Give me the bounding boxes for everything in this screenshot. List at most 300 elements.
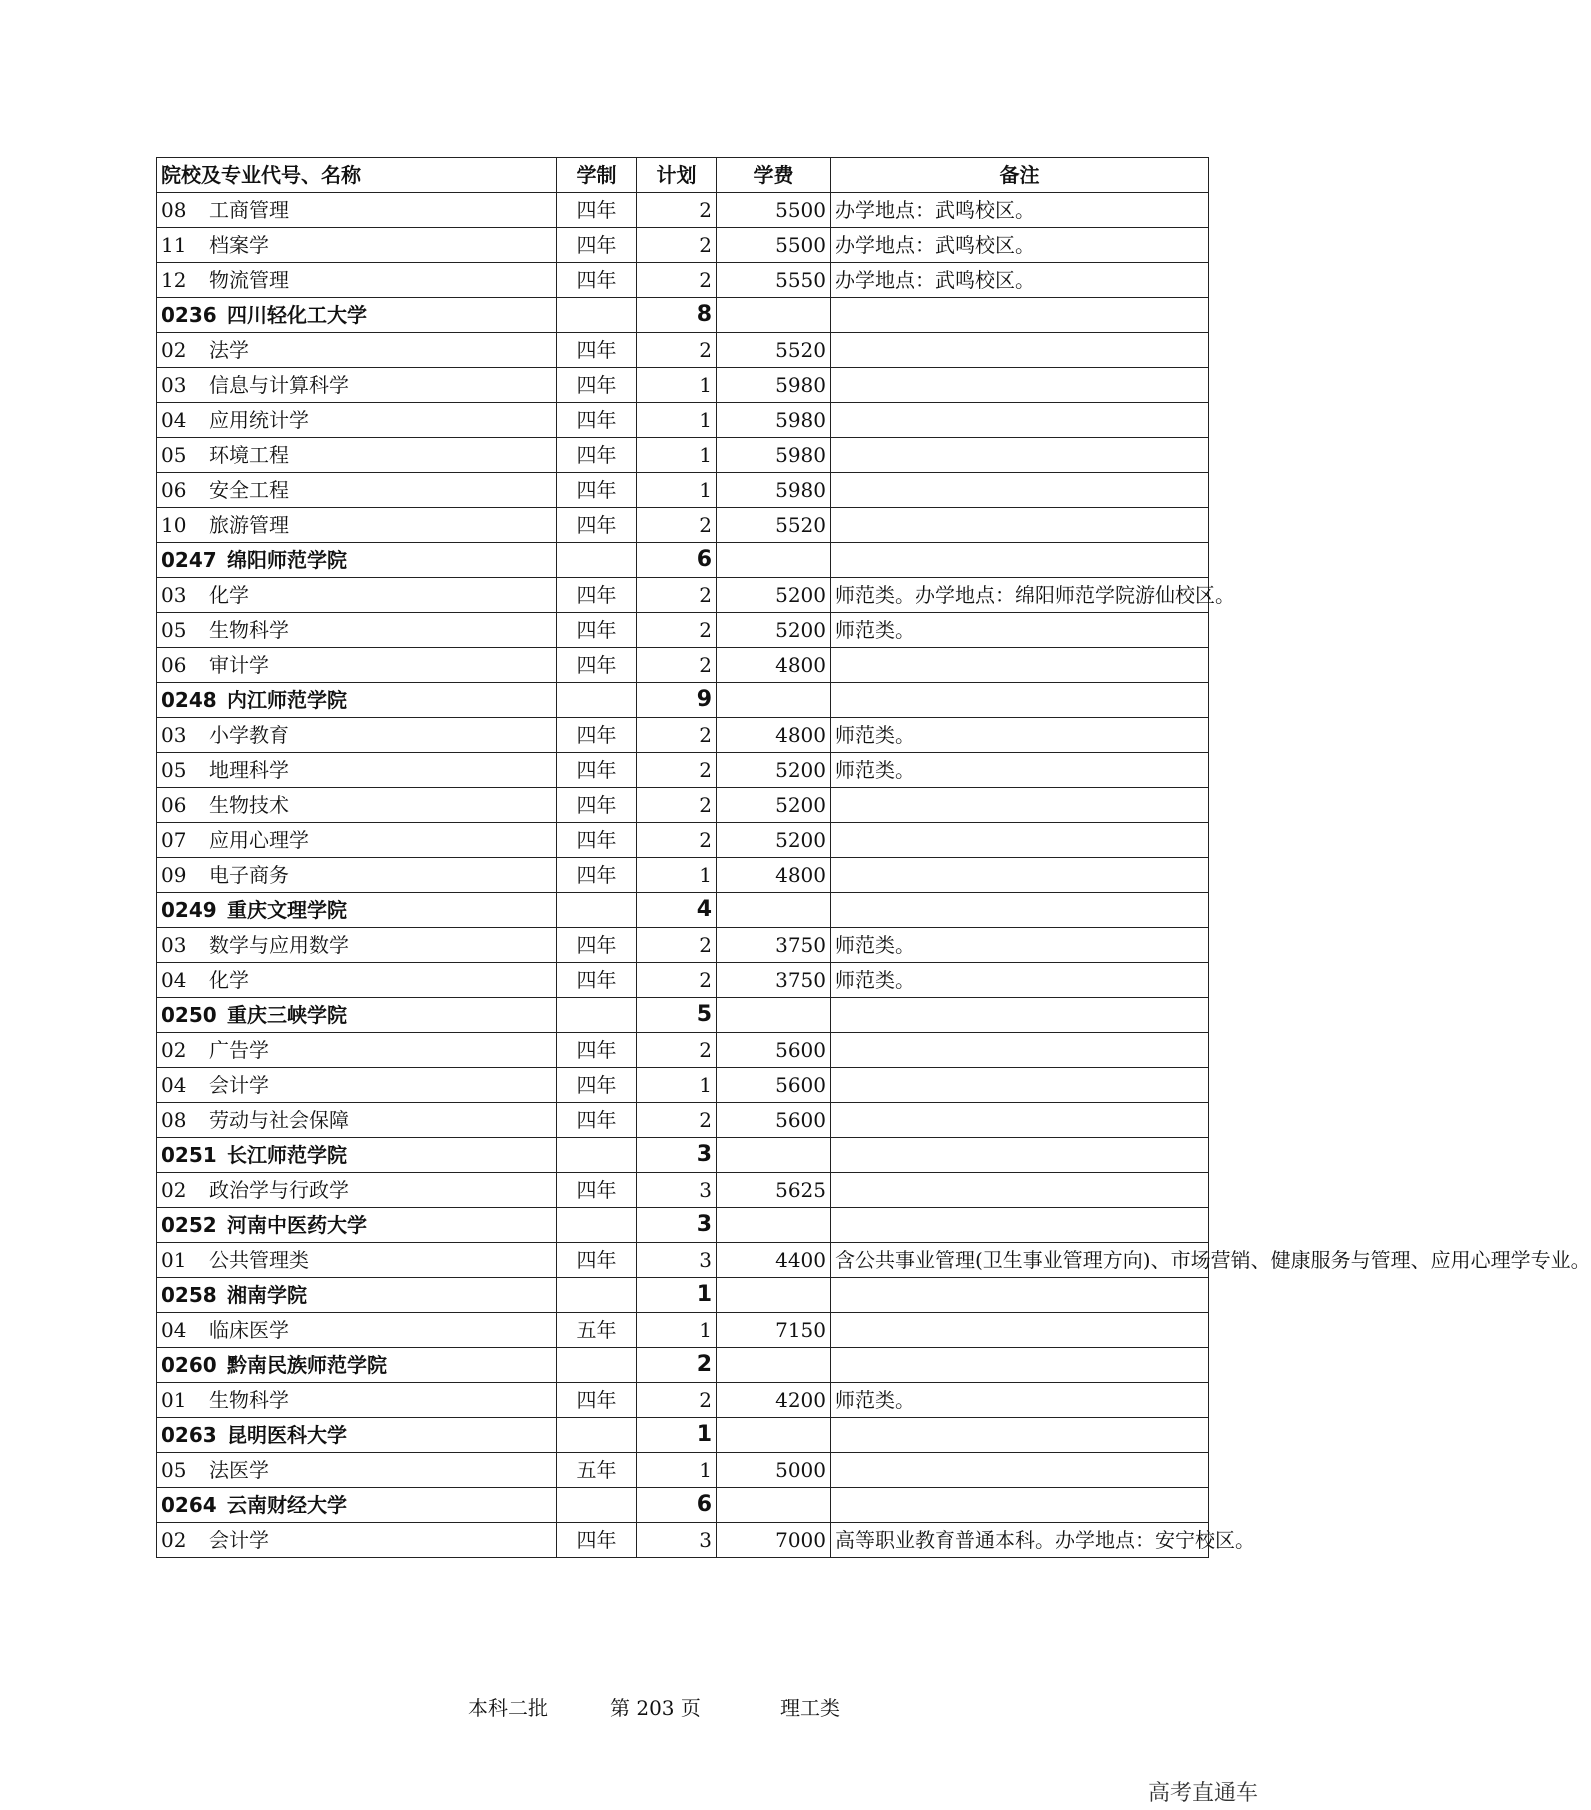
duration-cell: [557, 893, 637, 928]
plan-cell: 1: [637, 438, 717, 473]
school-name: 重庆三峡学院: [227, 1003, 347, 1027]
major-name: 档案学: [209, 233, 269, 257]
duration-cell: 四年: [557, 1068, 637, 1103]
plan-cell: 1: [637, 403, 717, 438]
fee-cell: 4400: [717, 1243, 831, 1278]
major-name: 会计学: [209, 1073, 269, 1097]
fee-cell: [717, 298, 831, 333]
school-name: 云南财经大学: [227, 1493, 347, 1517]
duration-cell: 五年: [557, 1453, 637, 1488]
major-code: 12: [161, 268, 187, 292]
name-cell: [157, 1243, 557, 1278]
major-code: 03: [161, 933, 187, 957]
fee-cell: 4800: [717, 858, 831, 893]
major-row: [157, 1523, 1209, 1558]
major-row: [157, 648, 1209, 683]
major-code: 05: [161, 758, 187, 782]
school-row: [157, 1348, 1209, 1383]
fee-cell: 5500: [717, 193, 831, 228]
major-code: 02: [161, 1178, 187, 1202]
duration-cell: 四年: [557, 403, 637, 438]
major-code: 03: [161, 583, 187, 607]
header-duration: 学制: [557, 158, 637, 193]
name-cell: [157, 298, 557, 333]
plan-cell: 2: [637, 1348, 717, 1383]
name-cell: [157, 438, 557, 473]
plan-cell: 2: [637, 613, 717, 648]
major-row: [157, 823, 1209, 858]
plan-cell: 2: [637, 193, 717, 228]
fee-cell: [717, 543, 831, 578]
major-row: [157, 193, 1209, 228]
major-row: [157, 718, 1209, 753]
plan-cell: 9: [637, 683, 717, 718]
name-cell: [157, 403, 557, 438]
note-cell: [831, 1348, 1209, 1383]
duration-cell: 四年: [557, 333, 637, 368]
school-name: 昆明医科大学: [227, 1423, 347, 1447]
major-name: 生物技术: [209, 793, 289, 817]
plan-cell: 3: [637, 1138, 717, 1173]
table-header-row: [157, 158, 1209, 193]
note-cell: 办学地点：武鸣校区。: [831, 228, 1209, 263]
duration-cell: 四年: [557, 263, 637, 298]
name-cell: [157, 1278, 557, 1313]
name-cell: [157, 1173, 557, 1208]
major-code: 02: [161, 1038, 187, 1062]
major-code: 05: [161, 1458, 187, 1482]
major-row: [157, 1453, 1209, 1488]
major-code: 06: [161, 653, 187, 677]
note-cell: [831, 403, 1209, 438]
plan-cell: 3: [637, 1208, 717, 1243]
plan-cell: 3: [637, 1173, 717, 1208]
plan-cell: 3: [637, 1243, 717, 1278]
duration-cell: 四年: [557, 858, 637, 893]
name-cell: [157, 648, 557, 683]
major-code: 01: [161, 1248, 187, 1272]
duration-cell: [557, 1488, 637, 1523]
school-row: [157, 1278, 1209, 1313]
duration-cell: 四年: [557, 578, 637, 613]
major-code: 03: [161, 373, 187, 397]
fee-cell: 3750: [717, 963, 831, 998]
major-row: [157, 1173, 1209, 1208]
plan-cell: 1: [637, 473, 717, 508]
fee-cell: 5200: [717, 613, 831, 648]
name-cell: [157, 753, 557, 788]
note-cell: 含公共事业管理(卫生事业管理方向)、市场营销、健康服务与管理、应用心理学专业。: [831, 1243, 1209, 1278]
note-cell: [831, 998, 1209, 1033]
plan-cell: 2: [637, 788, 717, 823]
major-name: 小学教育: [209, 723, 289, 747]
major-code: 05: [161, 443, 187, 467]
plan-cell: 8: [637, 298, 717, 333]
note-cell: [831, 823, 1209, 858]
plan-cell: 6: [637, 543, 717, 578]
duration-cell: 四年: [557, 438, 637, 473]
note-cell: [831, 648, 1209, 683]
major-row: [157, 753, 1209, 788]
duration-cell: 四年: [557, 613, 637, 648]
school-code: 0263: [161, 1423, 217, 1447]
duration-cell: 四年: [557, 1173, 637, 1208]
fee-cell: [717, 1488, 831, 1523]
plan-cell: 2: [637, 1033, 717, 1068]
name-cell: [157, 1068, 557, 1103]
major-row: [157, 788, 1209, 823]
major-code: 03: [161, 723, 187, 747]
major-row: [157, 508, 1209, 543]
fee-cell: [717, 683, 831, 718]
name-cell: [157, 963, 557, 998]
name-cell: [157, 858, 557, 893]
duration-cell: 四年: [557, 718, 637, 753]
plan-cell: 2: [637, 333, 717, 368]
note-cell: 师范类。: [831, 1383, 1209, 1418]
plan-cell: 2: [637, 718, 717, 753]
fee-cell: [717, 893, 831, 928]
major-name: 化学: [209, 968, 249, 992]
school-name: 湘南学院: [227, 1283, 307, 1307]
fee-cell: [717, 1208, 831, 1243]
plan-cell: 1: [637, 1418, 717, 1453]
school-row: [157, 1418, 1209, 1453]
note-cell: [831, 1033, 1209, 1068]
note-cell: [831, 368, 1209, 403]
major-code: 06: [161, 478, 187, 502]
major-row: [157, 438, 1209, 473]
major-code: 04: [161, 408, 187, 432]
school-name: 内江师范学院: [227, 688, 347, 712]
major-row: [157, 333, 1209, 368]
major-code: 10: [161, 513, 187, 537]
duration-cell: 四年: [557, 368, 637, 403]
note-cell: [831, 1103, 1209, 1138]
major-code: 09: [161, 863, 187, 887]
fee-cell: 5980: [717, 368, 831, 403]
name-cell: [157, 473, 557, 508]
school-code: 0236: [161, 303, 217, 327]
school-code: 0249: [161, 898, 217, 922]
note-cell: [831, 1068, 1209, 1103]
major-name: 信息与计算科学: [209, 373, 349, 397]
plan-cell: 2: [637, 1383, 717, 1418]
fee-cell: 5980: [717, 403, 831, 438]
school-code: 0251: [161, 1143, 217, 1167]
fee-cell: 5600: [717, 1103, 831, 1138]
major-code: 08: [161, 198, 187, 222]
fee-cell: 5520: [717, 333, 831, 368]
name-cell: [157, 1348, 557, 1383]
fee-cell: 4800: [717, 718, 831, 753]
major-name: 应用心理学: [209, 828, 309, 852]
major-name: 政治学与行政学: [209, 1178, 349, 1202]
plan-cell: 1: [637, 368, 717, 403]
name-cell: [157, 823, 557, 858]
major-name: 应用统计学: [209, 408, 309, 432]
header-name: 院校及专业代号、名称: [157, 158, 557, 193]
major-name: 公共管理类: [209, 1248, 309, 1272]
school-name: 重庆文理学院: [227, 898, 347, 922]
duration-cell: 四年: [557, 753, 637, 788]
page-footer: [0, 1692, 1280, 1722]
duration-cell: 四年: [557, 1243, 637, 1278]
major-code: 04: [161, 968, 187, 992]
school-code: 0252: [161, 1213, 217, 1237]
header-fee: 学费: [717, 158, 831, 193]
note-cell: [831, 788, 1209, 823]
duration-cell: [557, 1138, 637, 1173]
name-cell: [157, 193, 557, 228]
major-name: 广告学: [209, 1038, 269, 1062]
school-row: [157, 893, 1209, 928]
name-cell: [157, 928, 557, 963]
school-row: [157, 683, 1209, 718]
name-cell: [157, 1383, 557, 1418]
fee-cell: 5200: [717, 578, 831, 613]
header-plan: 计划: [637, 158, 717, 193]
school-name: 四川轻化工大学: [227, 303, 367, 327]
major-row: [157, 858, 1209, 893]
duration-cell: 四年: [557, 1103, 637, 1138]
note-cell: [831, 298, 1209, 333]
header-note: 备注: [831, 158, 1209, 193]
plan-cell: 2: [637, 928, 717, 963]
duration-cell: 四年: [557, 508, 637, 543]
note-cell: [831, 473, 1209, 508]
duration-cell: [557, 298, 637, 333]
fee-cell: [717, 1278, 831, 1313]
name-cell: [157, 1488, 557, 1523]
fee-cell: 5600: [717, 1068, 831, 1103]
fee-cell: 5520: [717, 508, 831, 543]
plan-cell: 2: [637, 228, 717, 263]
major-code: 07: [161, 828, 187, 852]
major-code: 02: [161, 1528, 187, 1552]
major-name: 法学: [209, 338, 249, 362]
note-cell: [831, 543, 1209, 578]
duration-cell: 四年: [557, 473, 637, 508]
note-cell: 办学地点：武鸣校区。: [831, 263, 1209, 298]
footer-page-number: 第 203 页: [610, 1696, 701, 1720]
major-name: 法医学: [209, 1458, 269, 1482]
plan-cell: 3: [637, 1523, 717, 1558]
major-name: 电子商务: [209, 863, 289, 887]
note-cell: [831, 1488, 1209, 1523]
footer-batch: 本科二批: [468, 1696, 548, 1720]
fee-cell: 5600: [717, 1033, 831, 1068]
school-code: 0247: [161, 548, 217, 572]
fee-cell: 5200: [717, 823, 831, 858]
name-cell: [157, 368, 557, 403]
school-name: 河南中医药大学: [227, 1213, 367, 1237]
plan-cell: 2: [637, 823, 717, 858]
major-row: [157, 1383, 1209, 1418]
fee-cell: 5980: [717, 473, 831, 508]
school-row: [157, 1208, 1209, 1243]
note-cell: [831, 858, 1209, 893]
duration-cell: 四年: [557, 928, 637, 963]
note-cell: [831, 1453, 1209, 1488]
school-row: [157, 1488, 1209, 1523]
major-row: [157, 1103, 1209, 1138]
major-name: 安全工程: [209, 478, 289, 502]
duration-cell: [557, 1348, 637, 1383]
note-cell: [831, 1278, 1209, 1313]
plan-cell: 2: [637, 963, 717, 998]
fee-cell: 5500: [717, 228, 831, 263]
fee-cell: 5980: [717, 438, 831, 473]
fee-cell: 5550: [717, 263, 831, 298]
name-cell: [157, 998, 557, 1033]
school-row: [157, 1138, 1209, 1173]
name-cell: [157, 788, 557, 823]
duration-cell: [557, 683, 637, 718]
fee-cell: 7000: [717, 1523, 831, 1558]
duration-cell: [557, 543, 637, 578]
major-code: 08: [161, 1108, 187, 1132]
fee-cell: 5625: [717, 1173, 831, 1208]
name-cell: [157, 1418, 557, 1453]
duration-cell: 四年: [557, 823, 637, 858]
major-row: [157, 1243, 1209, 1278]
duration-cell: 四年: [557, 788, 637, 823]
plan-cell: 2: [637, 648, 717, 683]
major-row: [157, 228, 1209, 263]
major-code: 01: [161, 1388, 187, 1412]
major-row: [157, 963, 1209, 998]
name-cell: [157, 1208, 557, 1243]
plan-cell: 1: [637, 1068, 717, 1103]
major-name: 会计学: [209, 1528, 269, 1552]
major-row: [157, 928, 1209, 963]
major-row: [157, 613, 1209, 648]
fee-cell: [717, 1418, 831, 1453]
fee-cell: 5200: [717, 753, 831, 788]
duration-cell: [557, 1418, 637, 1453]
major-name: 生物科学: [209, 1388, 289, 1412]
major-code: 04: [161, 1073, 187, 1097]
watermark: 高考直通车: [1147, 1781, 1258, 1806]
note-cell: 师范类。: [831, 928, 1209, 963]
plan-cell: 2: [637, 508, 717, 543]
duration-cell: 四年: [557, 1523, 637, 1558]
footer-category: 理工类: [780, 1696, 840, 1720]
name-cell: [157, 1523, 557, 1558]
duration-cell: [557, 998, 637, 1033]
name-cell: [157, 1103, 557, 1138]
school-code: 0250: [161, 1003, 217, 1027]
duration-cell: [557, 1278, 637, 1313]
fee-cell: 3750: [717, 928, 831, 963]
enrollment-plan-table: [156, 157, 1591, 1558]
name-cell: [157, 333, 557, 368]
note-cell: 师范类。办学地点：绵阳师范学院游仙校区。: [831, 578, 1209, 613]
note-cell: 师范类。: [831, 613, 1209, 648]
plan-cell: 2: [637, 263, 717, 298]
note-cell: 师范类。: [831, 718, 1209, 753]
plan-cell: 5: [637, 998, 717, 1033]
major-row: [157, 578, 1209, 613]
major-row: [157, 1033, 1209, 1068]
duration-cell: 四年: [557, 648, 637, 683]
major-row: [157, 403, 1209, 438]
major-name: 劳动与社会保障: [209, 1108, 349, 1132]
note-cell: 高等职业教育普通本科。办学地点：安宁校区。: [831, 1523, 1209, 1558]
fee-cell: [717, 1348, 831, 1383]
fee-cell: 5000: [717, 1453, 831, 1488]
duration-cell: 四年: [557, 1383, 637, 1418]
major-row: [157, 473, 1209, 508]
duration-cell: 四年: [557, 963, 637, 998]
plan-cell: 2: [637, 1103, 717, 1138]
major-code: 06: [161, 793, 187, 817]
major-name: 地理科学: [209, 758, 289, 782]
major-name: 审计学: [209, 653, 269, 677]
note-cell: [831, 438, 1209, 473]
plan-cell: 4: [637, 893, 717, 928]
major-name: 工商管理: [209, 198, 289, 222]
fee-cell: [717, 1138, 831, 1173]
name-cell: [157, 683, 557, 718]
name-cell: [157, 1138, 557, 1173]
name-cell: [157, 1033, 557, 1068]
note-cell: [831, 683, 1209, 718]
note-cell: 办学地点：武鸣校区。: [831, 193, 1209, 228]
name-cell: [157, 613, 557, 648]
note-cell: [831, 508, 1209, 543]
major-name: 化学: [209, 583, 249, 607]
school-row: [157, 998, 1209, 1033]
fee-cell: 7150: [717, 1313, 831, 1348]
name-cell: [157, 508, 557, 543]
plan-cell: 2: [637, 578, 717, 613]
plan-cell: 1: [637, 858, 717, 893]
table-body: [157, 193, 1591, 1558]
plan-cell: 1: [637, 1313, 717, 1348]
note-cell: [831, 1173, 1209, 1208]
fee-cell: 5200: [717, 788, 831, 823]
name-cell: [157, 228, 557, 263]
major-code: 02: [161, 338, 187, 362]
name-cell: [157, 543, 557, 578]
note-cell: [831, 893, 1209, 928]
duration-cell: 四年: [557, 228, 637, 263]
major-name: 生物科学: [209, 618, 289, 642]
note-cell: [831, 1208, 1209, 1243]
school-row: [157, 543, 1209, 578]
plan-cell: 2: [637, 753, 717, 788]
school-code: 0264: [161, 1493, 217, 1517]
duration-cell: [557, 1208, 637, 1243]
major-row: [157, 1313, 1209, 1348]
name-cell: [157, 893, 557, 928]
school-code: 0260: [161, 1353, 217, 1377]
major-row: [157, 263, 1209, 298]
fee-cell: [717, 998, 831, 1033]
school-code: 0258: [161, 1283, 217, 1307]
name-cell: [157, 263, 557, 298]
note-cell: [831, 1138, 1209, 1173]
note-cell: [831, 333, 1209, 368]
major-code: 05: [161, 618, 187, 642]
school-code: 0248: [161, 688, 217, 712]
duration-cell: 四年: [557, 1033, 637, 1068]
major-name: 旅游管理: [209, 513, 289, 537]
major-code: 04: [161, 1318, 187, 1342]
major-name: 物流管理: [209, 268, 289, 292]
